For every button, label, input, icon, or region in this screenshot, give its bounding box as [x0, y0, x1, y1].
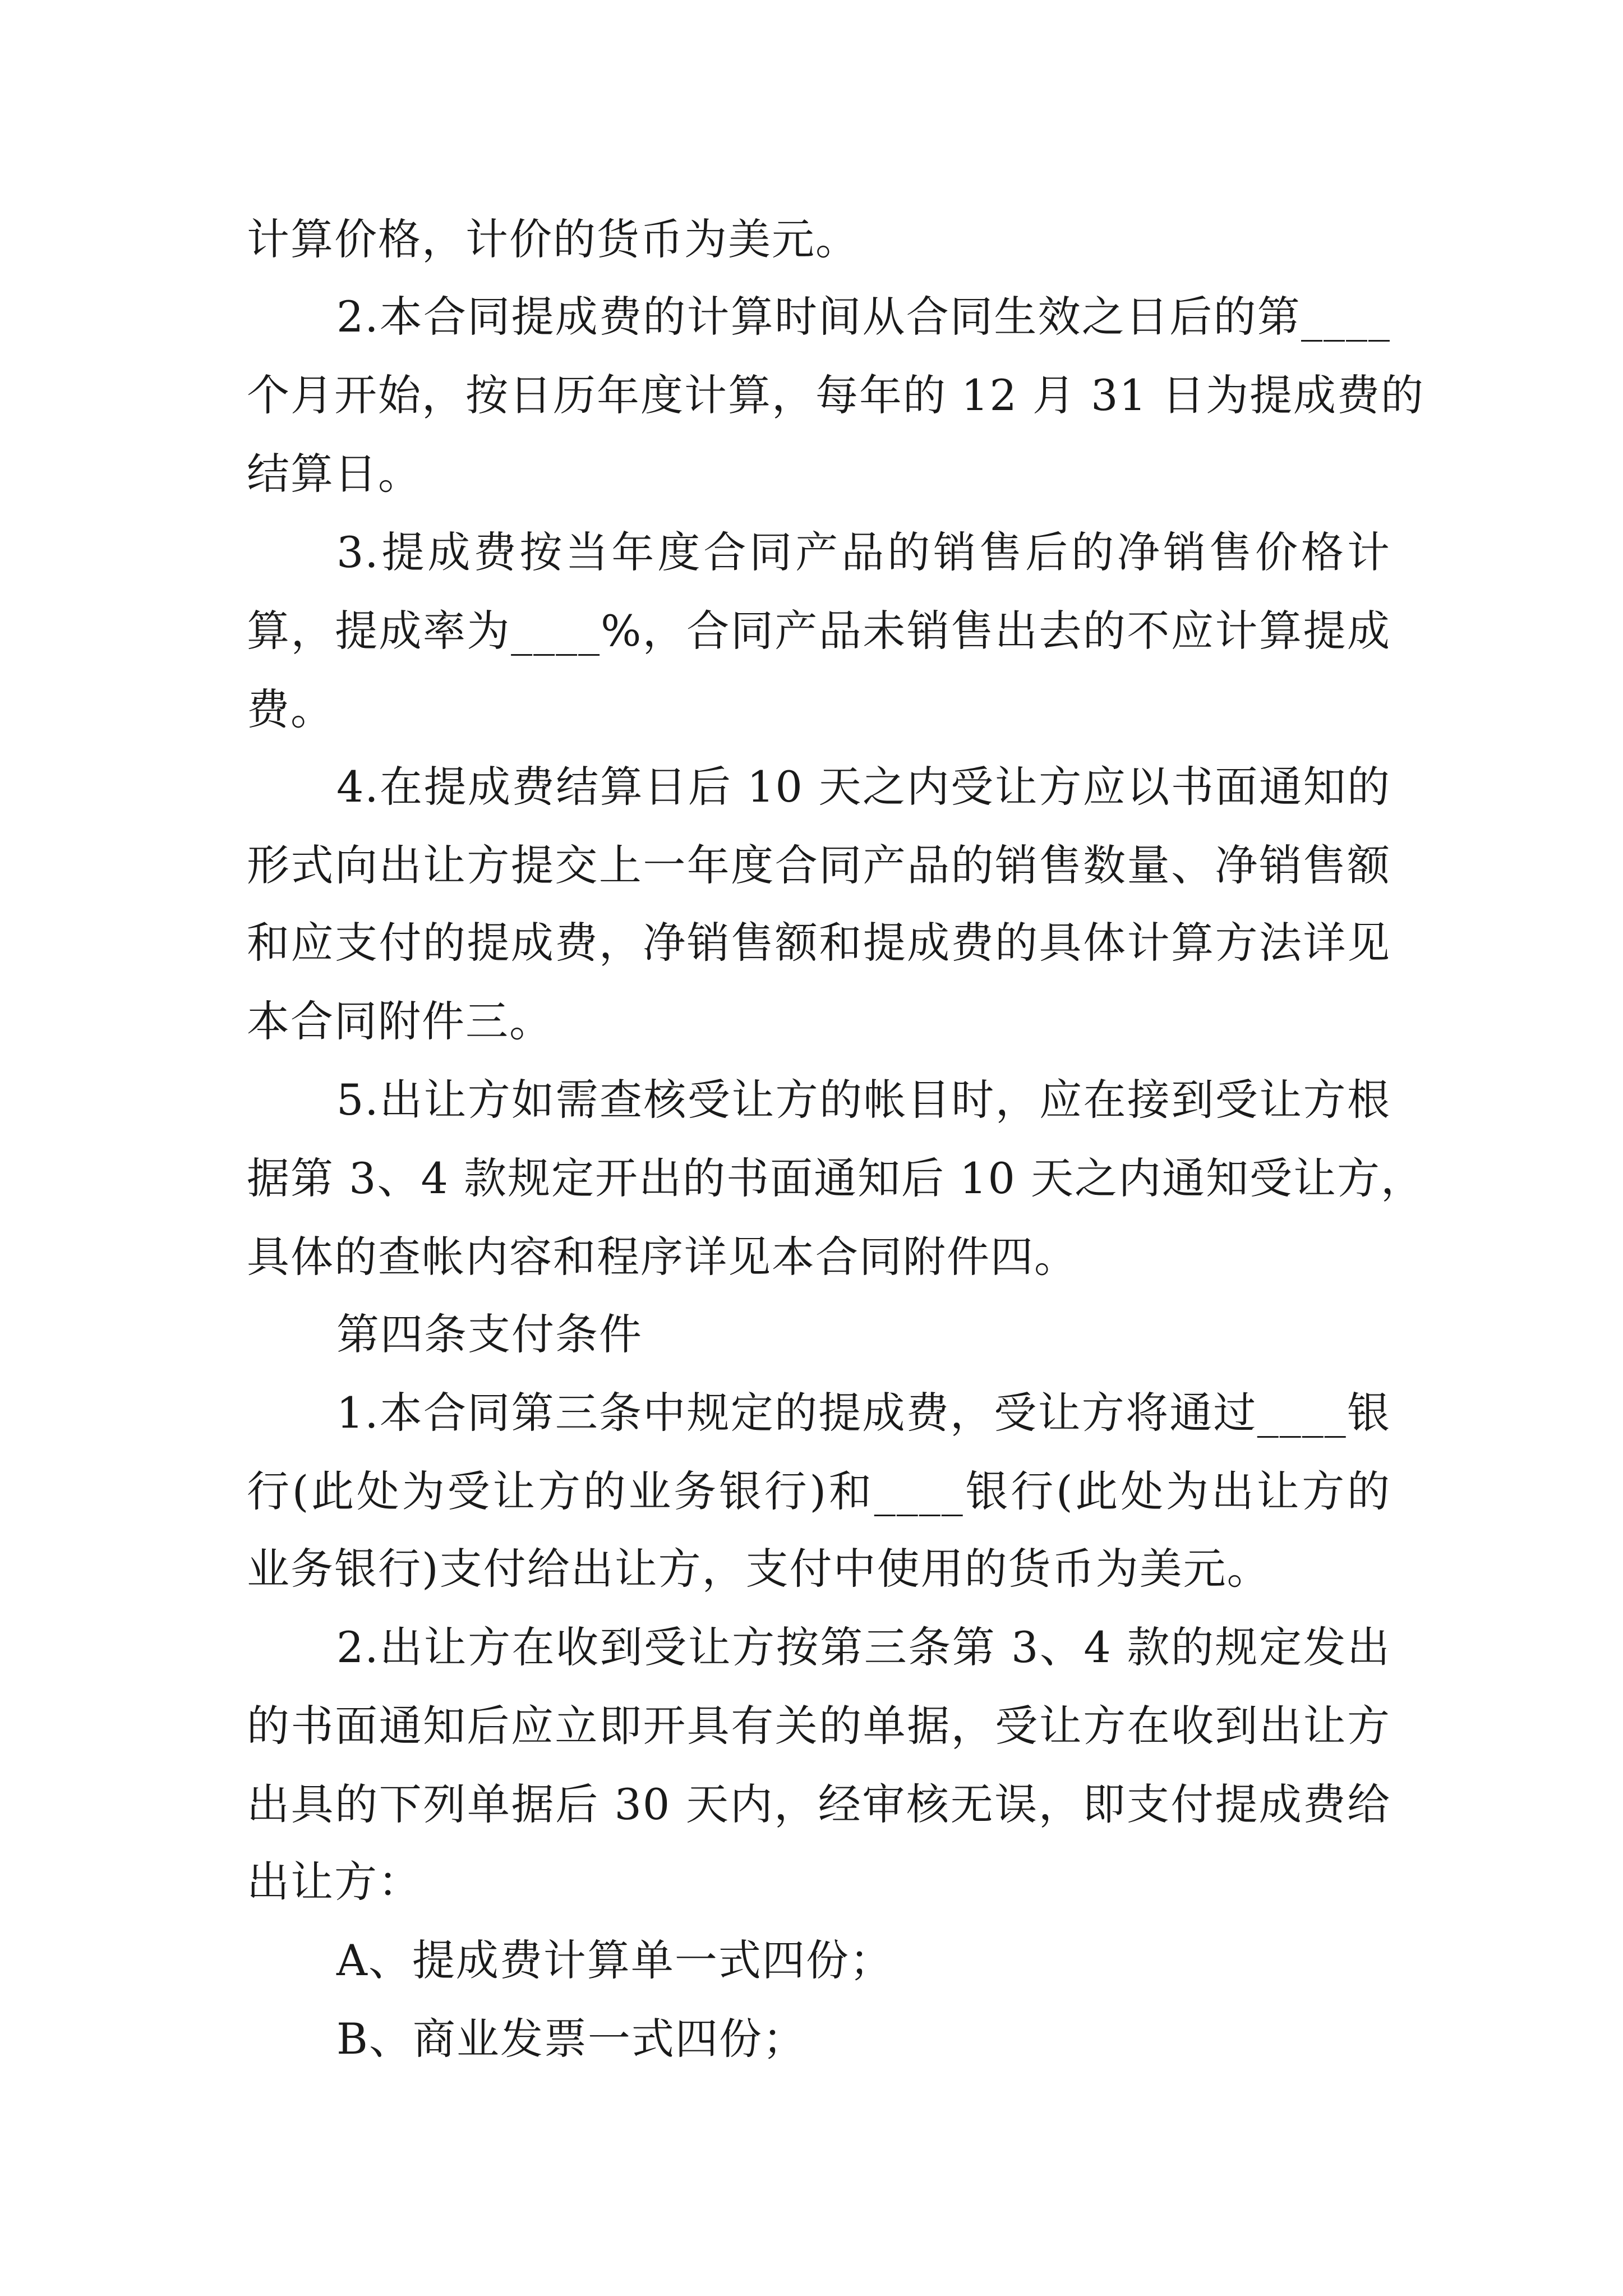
text-line-14: 具体的查帐内容和程序详见本合同附件四。 — [247, 1232, 1078, 1282]
list-item-b: B、商业发票一式四份； — [336, 2014, 806, 2064]
text-line-6: 算，提成率为____%，合同产品未销售出去的不应计算提成 — [247, 606, 1391, 656]
text-line-8: 4.在提成费结算日后 10 天之内受让方应以书面通知的 — [336, 762, 1391, 812]
text-line-17: 行(此处为受让方的业务银行)和____银行(此处为出让方的 — [247, 1466, 1391, 1516]
text-line-3: 个月开始，按日历年度计算，每年的 12 月 31 日为提成费的 — [247, 370, 1425, 420]
text-line-7: 费。 — [247, 684, 334, 734]
text-line-5: 3.提成费按当年度合同产品的销售后的净销售价格计 — [336, 527, 1391, 577]
text-line-21: 出具的下列单据后 30 天内，经审核无误，即支付提成费给 — [247, 1779, 1391, 1829]
text-line-19: 2.出让方在收到受让方按第三条第 3、4 款的规定发出 — [336, 1622, 1391, 1672]
list-item-a: A、提成费计算单一式四份； — [336, 1935, 893, 1985]
text-line-18: 业务银行)支付给出让方，支付中使用的货币为美元。 — [247, 1544, 1271, 1594]
text-line-9: 形式向出让方提交上一年度合同产品的销售数量、净销售额 — [247, 840, 1391, 890]
text-line-20: 的书面通知后应立即开具有关的单据，受让方在收到出让方 — [247, 1701, 1391, 1751]
text-line-12: 5.出让方如需查核受让方的帐目时，应在接到受让方根 — [336, 1075, 1391, 1125]
text-line-13: 据第 3、4 款规定开出的书面通知后 10 天之内通知受让方， — [247, 1153, 1425, 1203]
text-line-11: 本合同附件三。 — [247, 996, 553, 1046]
text-line-16: 1.本合同第三条中规定的提成费，受让方将通过____银 — [336, 1388, 1391, 1438]
text-line-4: 结算日。 — [247, 449, 422, 499]
text-line-22: 出让方： — [247, 1857, 422, 1907]
text-line-1: 计算价格，计价的货币为美元。 — [247, 214, 859, 264]
text-line-10: 和应支付的提成费，净销售额和提成费的具体计算方法详见 — [247, 918, 1391, 968]
text-line-2: 2.本合同提成费的计算时间从合同生效之日后的第____ — [336, 292, 1391, 342]
section-heading: 第四条支付条件 — [336, 1309, 643, 1359]
